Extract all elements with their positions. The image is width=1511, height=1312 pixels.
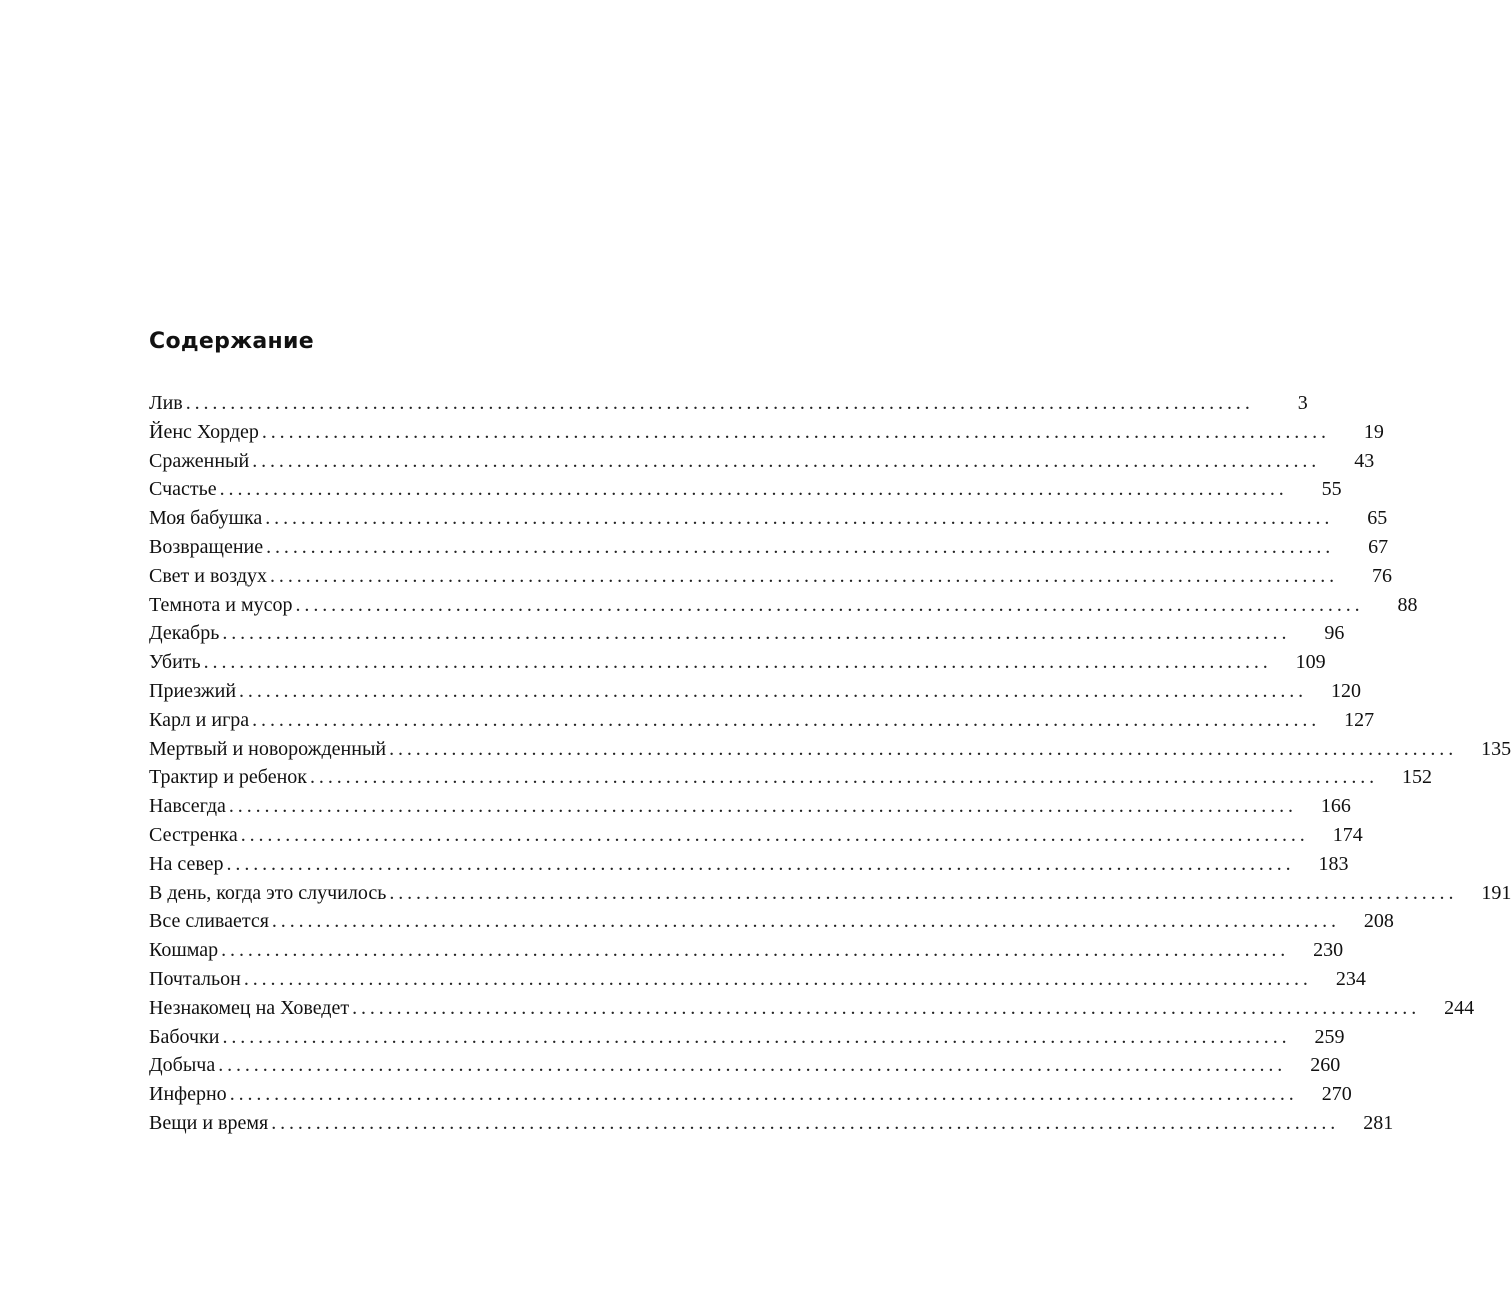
toc-entry-page: 234 (1335, 967, 1366, 990)
dot-leader: ........................................................................................................................ (266, 535, 1335, 558)
toc-entry-page: 76 (1372, 564, 1393, 587)
toc-entry-page: 96 (1324, 622, 1345, 645)
toc-entry (149, 533, 1389, 562)
dot-leader: ........................................................................................................................ (222, 622, 1291, 645)
toc-entry (149, 706, 1375, 735)
toc-entry-page: 230 (1313, 939, 1344, 962)
dot-leader: ........................................................................................................................ (226, 852, 1295, 875)
toc-entry-page: 109 (1295, 651, 1326, 674)
dot-leader: ........................................................................................................................ (389, 737, 1458, 760)
toc-entry-title: Моя бабушка (149, 507, 263, 530)
toc-entry-title: Убить (149, 651, 201, 674)
toc-entry-page: 270 (1321, 1083, 1352, 1106)
dot-leader: ........................................................................................................................ (252, 449, 1321, 472)
toc-entry-page: 43 (1354, 449, 1375, 472)
dot-leader: ........................................................................................................................ (222, 1025, 1291, 1048)
toc-entry (149, 879, 1511, 908)
dot-leader: ........................................................................................................................ (310, 766, 1379, 789)
dot-leader: ........................................................................................................................ (185, 392, 1254, 414)
dot-leader: ........................................................................................................................ (218, 1054, 1287, 1077)
toc-entry-title: Почтальон (149, 967, 241, 990)
toc-entry-title: Сраженный (149, 449, 250, 472)
dot-leader: ........................................................................................................................ (352, 996, 1421, 1019)
toc-entry-page: 127 (1344, 708, 1375, 731)
toc-entry-title: Кошмар (149, 939, 219, 962)
dot-leader: ........................................................................................................................ (271, 1111, 1340, 1134)
toc-entry-page: 152 (1402, 766, 1433, 789)
toc-entry (149, 591, 1418, 620)
toc-entry-title: Декабрь (149, 622, 220, 645)
toc-entry (149, 677, 1362, 706)
dot-leader: ........................................................................................................................ (265, 507, 1334, 530)
toc-entry-page: 244 (1444, 996, 1475, 1019)
dot-leader: ........................................................................................................................ (239, 679, 1308, 702)
dot-leader: ........................................................................................................................ (221, 939, 1290, 962)
dot-leader: ........................................................................................................................ (243, 967, 1312, 990)
dot-leader: ........................................................................................................................ (270, 564, 1339, 587)
toc-list (149, 389, 1511, 1138)
dot-leader: ........................................................................................................................ (261, 420, 1330, 443)
toc-entry (149, 994, 1475, 1023)
toc-entry-title: Навсегда (149, 795, 226, 818)
toc-entry-page: 55 (1321, 478, 1342, 501)
toc-entry-page: 174 (1332, 823, 1363, 846)
dot-leader: ........................................................................................................................ (252, 708, 1321, 731)
toc-entry (149, 619, 1345, 648)
toc-entry-title: В день, когда это случилось (149, 881, 387, 904)
toc-entry (149, 504, 1388, 533)
toc-entry-title: Трактир и ребенок (149, 766, 308, 789)
toc-entry-title: Незнакомец на Ховедет (149, 996, 350, 1019)
toc-entry (149, 1080, 1352, 1109)
toc-entry-title: Инферно (149, 1083, 227, 1106)
toc-entry-title: Вещи и время (149, 1111, 269, 1134)
toc-entry-title: Счастье (149, 478, 217, 501)
toc-entry-title: Свет и воздух (149, 564, 268, 587)
toc-entry-title: Сестренка (149, 823, 238, 846)
toc-entry (149, 562, 1393, 591)
toc-entry-page: 208 (1363, 910, 1394, 933)
toc-entry (149, 907, 1394, 936)
toc-entry (149, 763, 1433, 792)
toc-entry-page: 166 (1320, 795, 1351, 818)
toc-entry-page: 19 (1363, 420, 1384, 443)
dot-leader: ........................................................................................................................ (240, 823, 1309, 846)
toc-entry (149, 792, 1351, 821)
toc-entry-title: Возвращение (149, 535, 264, 558)
toc-entry-page: 135 (1481, 737, 1511, 760)
toc-entry-title: Все сливается (149, 910, 269, 933)
toc-entry-page: 259 (1314, 1025, 1345, 1048)
toc-entry (149, 418, 1384, 447)
toc-entry (149, 965, 1366, 994)
dot-leader: ........................................................................................................................ (295, 593, 1364, 616)
toc-entry-title: Приезжий (149, 679, 237, 702)
dot-leader: ........................................................................................................................ (228, 795, 1297, 818)
dot-leader: ........................................................................................................................ (219, 478, 1288, 501)
toc-entry-title: Мертвый и новорожденный (149, 737, 387, 760)
dot-leader: ........................................................................................................................ (389, 881, 1458, 904)
toc-entry-title: Темнота и мусор (149, 593, 293, 616)
toc-entry (149, 648, 1326, 677)
toc-entry-page: 183 (1318, 852, 1349, 875)
dot-leader: ........................................................................................................................ (229, 1083, 1298, 1106)
toc-entry-page: 67 (1368, 535, 1389, 558)
toc-entry-title: Йенс Хордер (149, 420, 259, 443)
toc-entry (149, 1051, 1341, 1080)
toc-entry (149, 1023, 1345, 1052)
dot-leader: ........................................................................................................................ (203, 651, 1272, 674)
toc-entry (149, 447, 1375, 476)
toc-entry (149, 475, 1342, 504)
toc-entry-title: Лив (149, 392, 183, 414)
toc-entry (149, 821, 1363, 850)
toc-entry-title: На север (149, 852, 224, 875)
toc-entry-page: 281 (1363, 1111, 1394, 1134)
dot-leader: ........................................................................................................................ (271, 910, 1340, 933)
toc-entry (149, 389, 1308, 418)
toc-entry-page: 260 (1310, 1054, 1341, 1077)
toc-entry-page: 65 (1367, 507, 1388, 530)
toc-entry (149, 735, 1511, 764)
toc-entry-page: 3 (1297, 392, 1308, 414)
toc-entry (149, 850, 1349, 879)
toc-entry (149, 1109, 1394, 1138)
toc-entry-title: Карл и игра (149, 708, 250, 731)
toc-entry-page: 88 (1397, 593, 1418, 616)
toc-entry (149, 936, 1344, 965)
toc-entry-title: Бабочки (149, 1025, 220, 1048)
toc-heading: Содержание (149, 329, 314, 354)
toc-entry-page: 191 (1481, 881, 1511, 904)
toc-entry-page: 120 (1331, 679, 1362, 702)
toc-entry-title: Добыча (149, 1054, 216, 1077)
